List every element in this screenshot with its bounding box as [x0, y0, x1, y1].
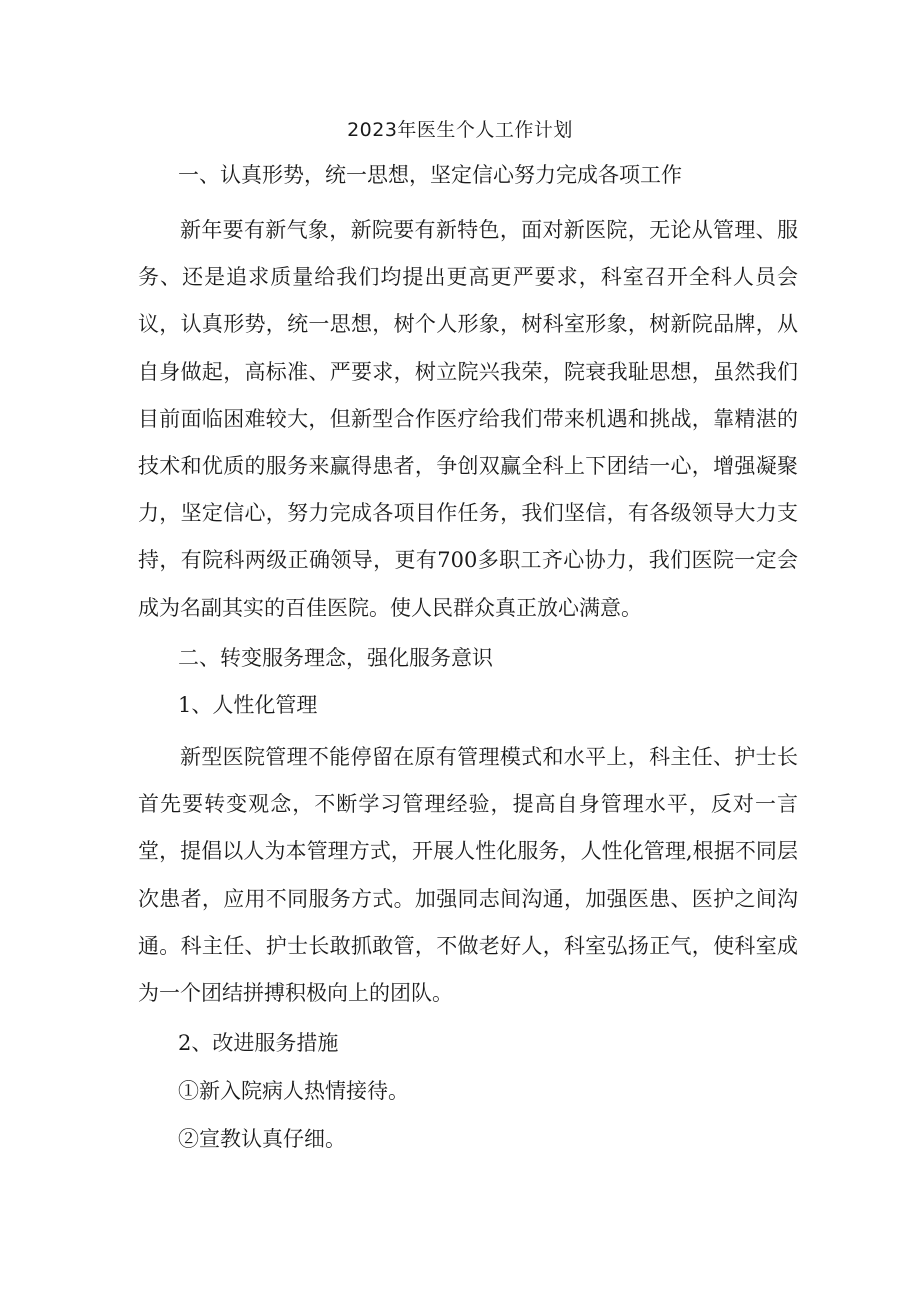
section-2-heading: 二、转变服务理念，强化服务意识 — [178, 646, 493, 670]
list-item: ①新入院病人热情接待。 — [178, 1079, 409, 1103]
section-1-heading: 一、认真形势，统一思想，坚定信心努力完成各项工作 — [178, 163, 682, 187]
subsection-1-heading: 1、人性化管理 — [178, 693, 318, 717]
subsection-2-heading: 2、改进服务措施 — [178, 1031, 339, 1055]
subsection-1-paragraph: 新型医院管理不能停留在原有管理模式和水平上，科主任、护士长首先要转变观念，不断学习管理经验，提高自身管理水平，反对一言堂，提倡以人为本管理方式，开展人性化服务，人性化管理,根据不同层次患者，应用不同服务方式。加强同志间沟通，加强医患、医护之间沟通。科主任、护士长敢抓敢管，不做老好人，科室弘扬正气，使科室成为一个团结拼搏积极向上的团队。 — [138, 745, 798, 1006]
document-title: 2023年医生个人工作计划 — [347, 119, 573, 141]
list-item: ②宣教认真仔细。 — [178, 1127, 346, 1151]
section-1-paragraph: 新年要有新气象，新院要有新特色，面对新医院，无论从管理、服务、还是追求质量给我们均提出更高更严要求，科室召开全科人员会议，认真形势，统一思想，树个人形象，树科室形象，树新院品牌，从自身做起，高标准、严要求，树立院兴我荣，院衰我耻思想，虽然我们目前面临困难较大，但新型合作医疗给我们带来机遇和挑战，靠精湛的技术和优质的服务来赢得患者，争创双赢全科上下团结一心，增强凝聚力，坚定信心，努力完成各项目作任务，我们坚信，有各级领导大力支持，有院科两级正确领导，更有700多职工齐心协力，我们医院一定会成为名副其实的百佳医院。使人民群众真正放心满意。 — [138, 218, 798, 620]
